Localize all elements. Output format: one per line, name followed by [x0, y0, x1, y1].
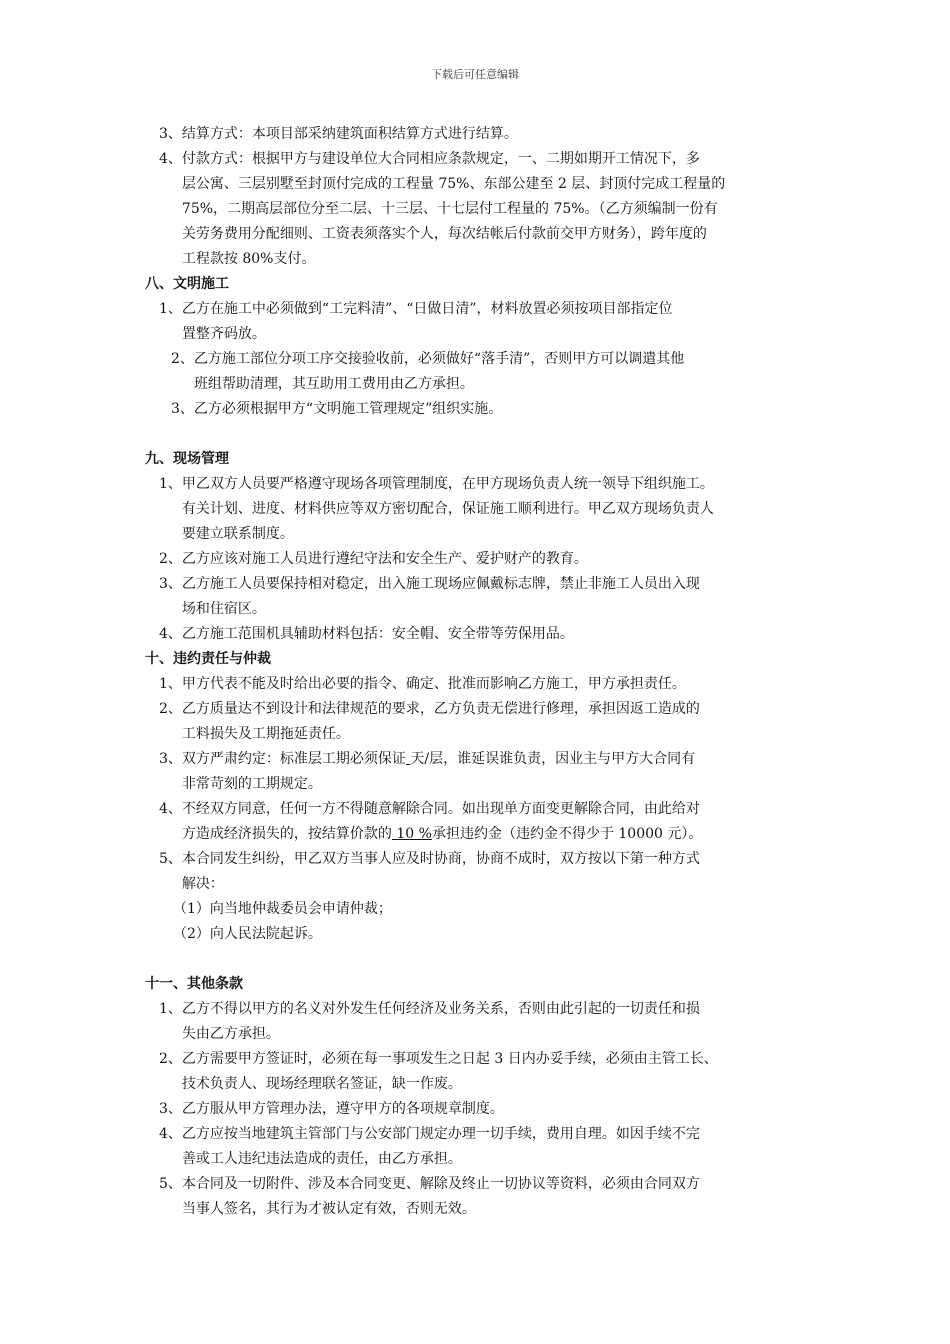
item-number: 4、 — [159, 626, 182, 642]
item-text: 甲方代表不能及时给出必要的指令、确定、批准而影响乙方施工，甲方承担责任。 — [181, 676, 686, 692]
list-item — [145, 1172, 815, 1222]
item-text-part: 双方严肃约定：标准层工期必须保证 — [181, 751, 406, 767]
item-text: 乙方施工范围机具辅助材料包括：安全帽、安全带等劳保用品。 — [181, 626, 574, 642]
list-item — [145, 1122, 815, 1172]
option-arbitration: （1）向当地仲裁委员会申请仲裁； — [173, 901, 392, 917]
payment-item-4 — [145, 147, 815, 272]
list-item — [145, 347, 815, 397]
list-item — [145, 847, 815, 897]
list-item — [145, 472, 815, 547]
item-text: 本合同及一切附件、涉及本合同变更、解除及终止一切协议等资料，必须由合同双方 当事人签名，其行为才被认定有效，否则无效。 — [181, 1176, 700, 1217]
item-text: 乙方应该对施工人员进行遵纪守法和安全生产、爱护财产的教育。 — [181, 551, 588, 567]
item-number: 1、 — [159, 476, 182, 492]
item-number: 3、 — [159, 1101, 182, 1117]
section-title-liability-arbitration: 十、违约责任与仲裁 — [145, 651, 271, 667]
item-number: 2、 — [171, 351, 194, 367]
item-number: 4、 — [159, 801, 182, 817]
payment-item-3 — [145, 122, 815, 147]
section-title-other-terms: 十一、其他条款 — [145, 976, 243, 992]
option-court: （2）向人民法院起诉。 — [173, 926, 322, 942]
spacer — [145, 422, 815, 447]
section-title-civilized-construction: 八、文明施工 — [145, 276, 229, 292]
item-number: 5、 — [159, 1176, 182, 1192]
list-item — [145, 547, 815, 572]
spacer — [145, 947, 815, 972]
item-text-part: 天/层，谁延误谁负责，因业主与甲方大合同有 非常苛刻的工期规定。 — [181, 751, 696, 792]
section-title-site-management: 九、现场管理 — [145, 451, 229, 467]
item-number: 1、 — [159, 676, 182, 692]
item-text: 甲乙双方人员要严格遵守现场各项管理制度，在甲方现场负责人统一领导下组织施工。 有关计划、进度、材料供应等双方密切配合，保证施工顺利进行。甲乙双方现场负责人 要建立联系制度。 — [181, 476, 714, 542]
item-text: 乙方质量达不到设计和法律规范的要求，乙方负责无偿进行修理，承担因返工造成的 工料损失及工期拖延责任。 — [181, 701, 700, 742]
item-number: 3、 — [159, 751, 182, 767]
item-text — [182, 797, 815, 847]
item-text: 本合同发生纠纷，甲乙双方当事人应及时协商，协商不成时，双方按以下第一种方式 解决： — [181, 851, 700, 892]
item-text: 结算方式：本项目部采纳建筑面积结算方式进行结算。 — [181, 126, 518, 142]
list-item — [145, 672, 815, 697]
list-item — [145, 1047, 815, 1097]
list-item — [145, 697, 815, 747]
list-item — [145, 797, 815, 847]
penalty-percent: 10 % — [391, 826, 432, 842]
item-text: 乙方在施工中必须做到“工完料清”、“日做日清”，材料放置必须按项目部指定位 置整齐码放。 — [181, 301, 673, 342]
list-item — [145, 747, 815, 797]
list-item — [145, 1097, 815, 1122]
item-number: 3、 — [171, 401, 194, 417]
list-item — [145, 997, 815, 1047]
item-number: 2、 — [159, 551, 182, 567]
list-item — [145, 572, 815, 622]
item-number: 1、 — [159, 1001, 182, 1017]
item-number: 2、 — [159, 1051, 182, 1067]
item-text: 乙方施工部位分项工序交接验收前，必须做好“落手清”，否则甲方可以调遣其他 班组帮助清理，其互助用工费用由乙方承担。 — [193, 351, 685, 392]
list-item — [145, 622, 815, 647]
list-item — [145, 297, 815, 347]
item-text-part: 不经双方同意，任何一方不得随意解除合同。如出现单方面变更解除合同，由此给对 方造成经济损失的，按结算价款的 — [181, 801, 700, 842]
page-header: 下载后可任意编辑 — [431, 68, 519, 81]
item-number: 5、 — [159, 851, 182, 867]
item-text: 付款方式：根据甲方与建设单位大合同相应条款规定，一、二期如期开工情况下，多 层公寓、三层别墅至封顶付完成的工程量 75%、东部公建至 2 层、封顶付完成工程量的 75%，二期高层部位分至二层、十三层、十七层付工程量的 75%。（乙方须编制一份有 关劳务费用分配细则、工资表须落实个人，每次结帐后付款前交甲方财务），跨年度的 工程款按 80%支付。 — [181, 151, 726, 267]
item-number: 1、 — [159, 301, 182, 317]
item-text: 乙方需要甲方签证时，必须在每一事项发生之日起 3 日内办妥手续，必须由主管工长、 技术负责人、现场经理联名签证，缺一作废。 — [181, 1051, 718, 1092]
item-text: 乙方服从甲方管理办法，遵守甲方的各项规章制度。 — [181, 1101, 504, 1117]
document-body — [145, 122, 815, 1222]
item-number: 2、 — [159, 701, 182, 717]
item-number: 4、 — [159, 1126, 182, 1142]
item-number: 3、 — [159, 126, 182, 142]
item-text: 乙方不得以甲方的名义对外发生任何经济及业务关系，否则由此引起的一切责任和损 失由乙方承担。 — [181, 1001, 700, 1042]
item-text — [182, 747, 815, 797]
list-item — [145, 397, 815, 422]
item-number: 3、 — [159, 576, 182, 592]
item-text: 乙方应按当地建筑主管部门与公安部门规定办理一切手续，费用自理。如因手续不完 善或工人违纪违法造成的责任，由乙方承担。 — [181, 1126, 700, 1167]
item-text: 乙方施工人员要保持相对稳定，出入施工现场应佩戴标志牌，禁止非施工人员出入现 场和住宿区。 — [181, 576, 700, 617]
item-text-part: 承担违约金（违约金不得少于 10000 元）。 — [431, 826, 703, 842]
item-text: 乙方必须根据甲方“文明施工管理规定”组织实施。 — [193, 401, 503, 417]
item-number: 4、 — [159, 151, 182, 167]
